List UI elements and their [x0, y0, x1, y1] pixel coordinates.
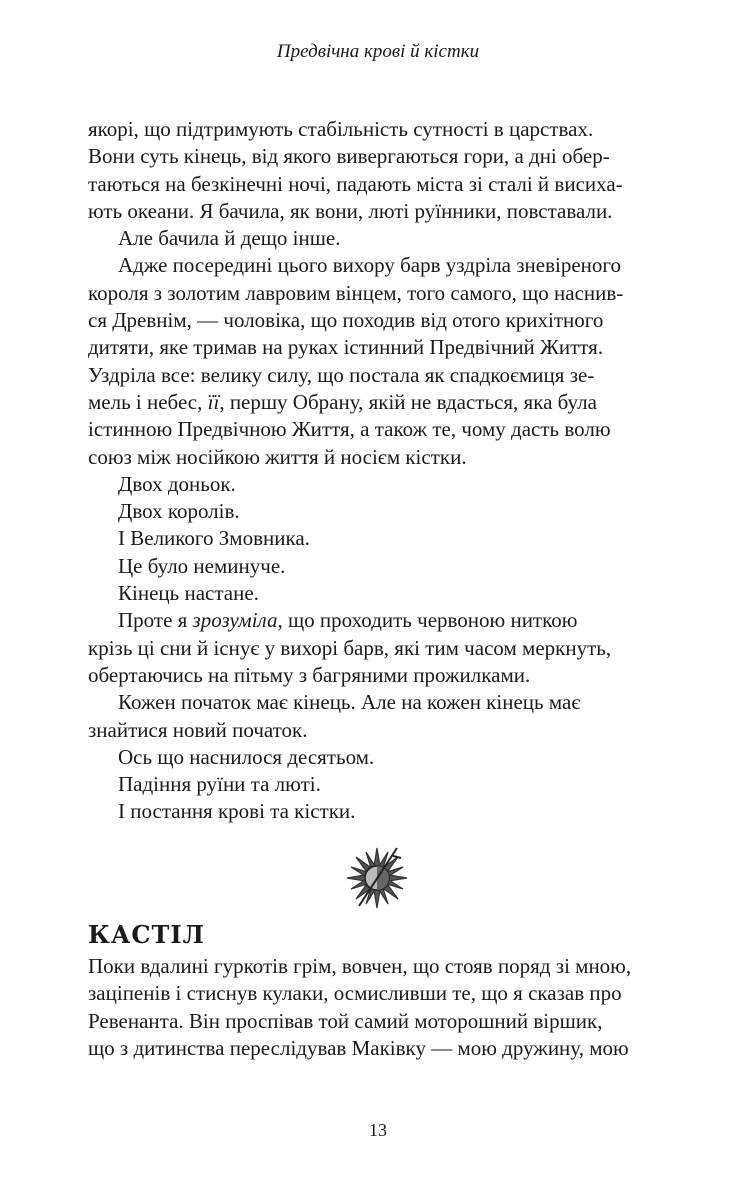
text-line: Поки вдалині гуркотів грім, вовчен, що стояв поряд зі мною,: [88, 954, 632, 978]
text-line: Уздріла все: велику силу, що постала як спадкоємиця зе-: [88, 362, 595, 387]
text-line: короля з золотим лавровим вінцем, того самого, що наснив-: [88, 280, 624, 305]
sun-sword-ornament-icon: [342, 838, 412, 918]
text-line: ся Древнім, — чоловіка, що походив від отого крихітного: [88, 308, 604, 333]
running-header: Предвічна крові й кістки: [276, 41, 480, 62]
paragraph: Це було неминуче.: [118, 553, 286, 578]
text-line: ють океани. Я бачила, як вони, люті руїнники, повставали.: [88, 198, 613, 223]
paragraph: Але бачила й дещо інше.: [118, 226, 341, 251]
text-line: знайтися новий початок.: [88, 717, 308, 742]
paragraph: [88, 252, 668, 470]
paragraph: [88, 607, 668, 689]
paragraph: [88, 953, 668, 1062]
paragraph: [88, 689, 668, 744]
paragraph: І Великого Змовника.: [118, 526, 310, 551]
text-line: істинною Предвічною Життя, а також те, чому дасть волю: [88, 417, 611, 442]
paragraph: І постання крові та кістки.: [118, 799, 356, 824]
text-line: що з дитинства переслідував Маківку — мою дружину, мою: [88, 1035, 629, 1060]
text-line: Проте я: [118, 608, 193, 633]
text-line: дитяти, яке тримав на руках істинний Предвічний Життя.: [88, 335, 604, 360]
paragraph: Кінець настане.: [118, 581, 259, 606]
text-line: Вони суть кінець, від якого вивергаються гори, а дні обер-: [88, 144, 610, 169]
page-number: 13: [369, 1120, 387, 1140]
emphasis: зрозуміла: [192, 608, 278, 633]
body-section-2: [88, 953, 668, 1062]
text-line: таються на безкінечні ночі, падають міста зі сталі й висиха-: [88, 171, 623, 196]
text-line: крізь ці сни й існує у вихорі барв, які тим часом меркнуть,: [88, 635, 612, 660]
text-line: обертаючись на пітьму з багряними прожилками.: [88, 662, 531, 687]
text-line: мель і небес,: [88, 389, 208, 414]
text-line: , першу Обрану, якій не вдасться, яка була: [219, 389, 597, 414]
paragraph: Двох доньок.: [118, 471, 236, 496]
paragraph: [88, 116, 668, 225]
text-line: Кожен початок має кінець. Але на кожен кінець має: [118, 690, 581, 715]
text-line: союз між носійкою життя й носієм кістки.: [88, 444, 467, 469]
paragraph: Двох королів.: [118, 499, 240, 524]
emphasis: її: [207, 389, 220, 414]
section-heading: КАСТІЛ: [88, 920, 205, 949]
paragraph: Ось що наснилося десятьом.: [118, 744, 375, 769]
text-line: Адже посередині цього вихору барв уздріла зневіреного: [118, 253, 621, 278]
text-line: якорі, що підтримують стабільність сутності в царствах.: [88, 117, 594, 141]
text-line: заціпенів і стиснув кулаки, осмисливши те, що я сказав про: [88, 981, 622, 1006]
text-line: , що проходить червоною ниткою: [277, 608, 578, 633]
text-line: Ревенанта. Він проспівав той самий моторошний віршик,: [88, 1008, 603, 1033]
body-section-1: [88, 116, 668, 826]
paragraph: Падіння руїни та люті.: [118, 772, 321, 797]
